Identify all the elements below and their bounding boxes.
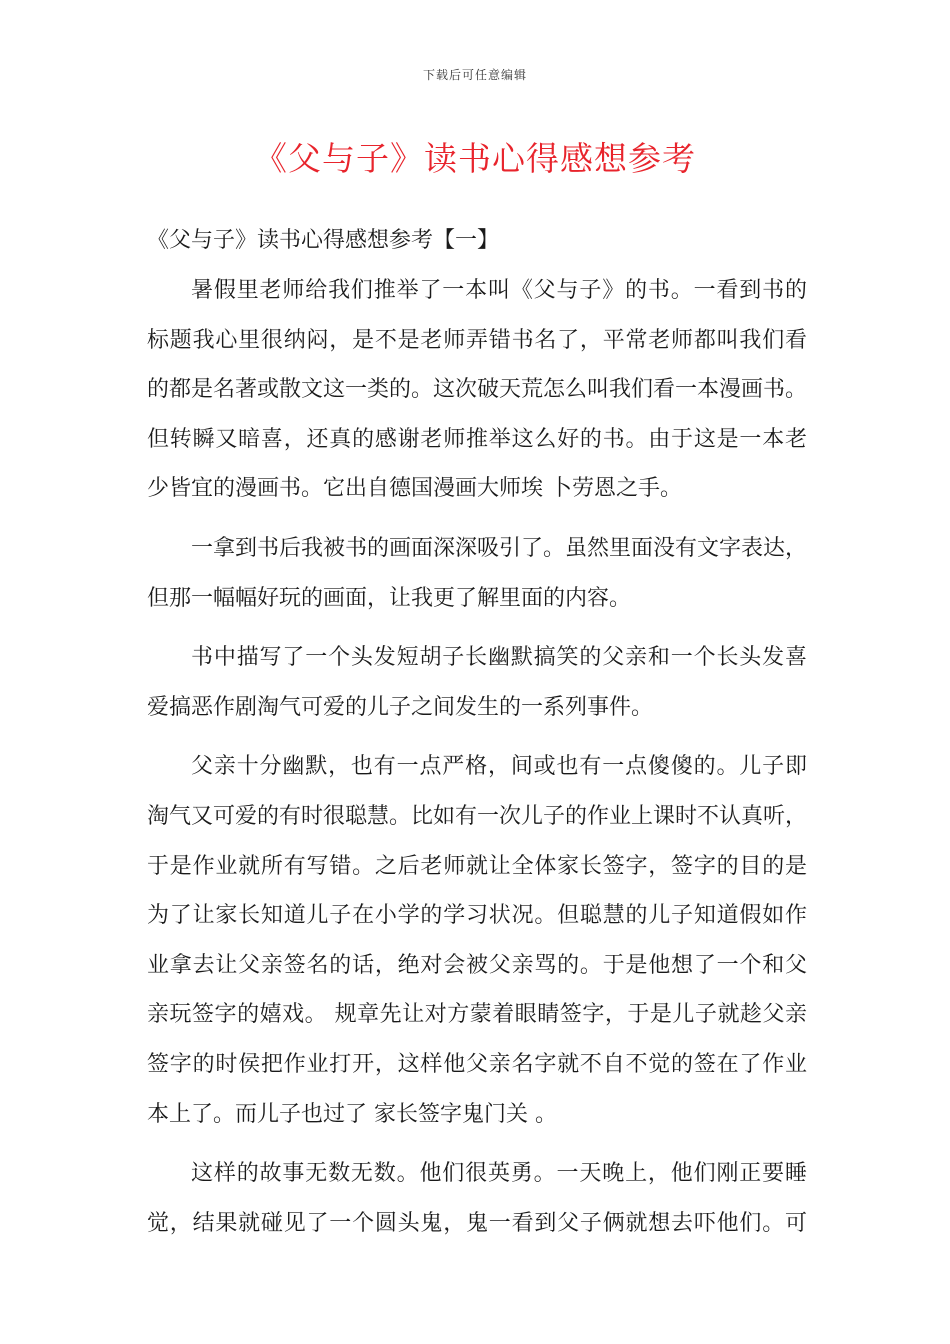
document-title: 《父与子》读书心得感想参考 xyxy=(254,139,696,178)
text-line: 一拿到书后我被书的画面深深吸引了。虽然里面没有文字表达， xyxy=(191,535,808,561)
section-heading: 《父与子》读书心得感想参考【一】 xyxy=(147,228,500,253)
text-line: 父亲十分幽默，也有一点严格，间或也有一点傻傻的。儿子即 xyxy=(191,754,807,780)
text-line: 这样的故事无数无数。他们很英勇。一天晚上，他们刚正要睡 xyxy=(191,1161,807,1187)
paragraph xyxy=(147,276,807,524)
text-line: 但转瞬又暗喜，还真的感谢老师推举这么好的书。由于这是一本老 xyxy=(147,426,807,452)
text-line: 业拿去让父亲签名的话，绝对会被父亲骂的。于是他想了一个和父 xyxy=(147,952,807,978)
text-line: 淘气又可爱的有时很聪慧。比如有一次儿子的作业上课时不认真听， xyxy=(147,803,808,829)
text-line: 少皆宜的漫画书。它出自德国漫画大师埃 卜劳恩之手。 xyxy=(147,476,682,502)
header-note: 下载后可任意编辑 xyxy=(422,68,527,82)
paragraph xyxy=(147,643,807,742)
paragraph xyxy=(147,1159,807,1258)
text-line: 爱搞恶作剧淘气可爱的儿子之间发生的一系列事件。 xyxy=(147,694,654,720)
text-line: 亲玩签字的嬉戏。 规章先让对方蒙着眼睛签字，于是儿子就趁父亲 xyxy=(147,1002,807,1028)
text-line: 于是作业就所有写错。之后老师就让全体家长签字，签字的目的是 xyxy=(147,853,807,879)
text-line: 的都是名著或散文这一类的。这次破天荒怎么叫我们看一本漫画书。 xyxy=(147,377,808,403)
text-line: 签字的时侯把作业打开，这样他父亲名字就不自不觉的签在了作业 xyxy=(147,1051,807,1077)
text-line: 暑假里老师给我们推举了一本叫《父与子》的书。一看到书的 xyxy=(191,278,807,303)
text-line: 标题我心里很纳闷，是不是老师弄错书名了，平常老师都叫我们看 xyxy=(147,327,807,353)
text-line: 本上了。而儿子也过了 家长签字鬼门关 。 xyxy=(147,1101,557,1127)
text-line: 觉，结果就碰见了一个圆头鬼，鬼一看到父子俩就想去吓他们。可 xyxy=(147,1210,807,1236)
text-line: 为了让家长知道儿子在小学的学习状况。但聪慧的儿子知道假如作 xyxy=(147,903,807,929)
paragraph xyxy=(147,752,807,1149)
paragraph xyxy=(147,534,807,633)
text-line: 但那一幅幅好玩的画面，让我更了解里面的内容。 xyxy=(147,585,632,611)
text-line: 书中描写了一个头发短胡子长幽默搞笑的父亲和一个长头发喜 xyxy=(191,645,807,671)
document-body xyxy=(147,226,807,1268)
